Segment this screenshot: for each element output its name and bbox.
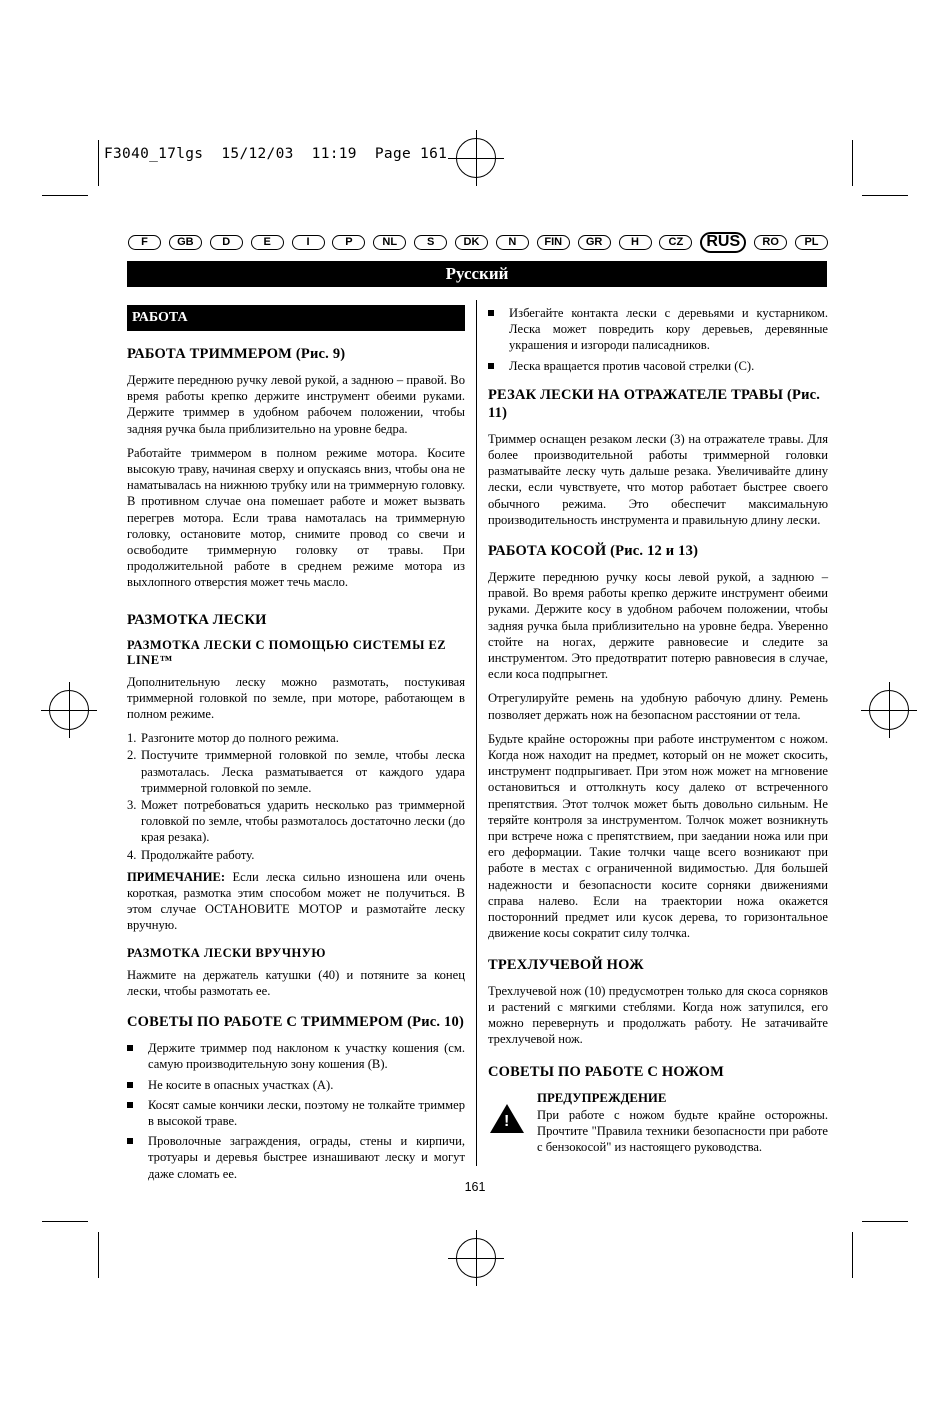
tips-list-continued <box>488 305 828 374</box>
crop-mark <box>42 195 88 196</box>
paragraph: Держите переднюю ручку левой рукой, а заднюю – правой. Во время работы крепко держите инструмент обеими руками. Держите триммер в удобном рабочем положении, чтобы задняя ручка была приблизительно на уровне бедра. <box>127 373 465 436</box>
language-rus-badge: RUS <box>700 232 746 253</box>
language-f-badge: F <box>128 235 161 250</box>
language-h-badge: H <box>619 235 652 250</box>
list-item: Избегайте контакта лески с деревьями и кустарником. Леска может повредить кору деревьев, деревянные украшения и изгороди палисадников. <box>488 305 828 354</box>
language-n-badge: N <box>496 235 529 250</box>
crop-mark <box>862 195 908 196</box>
brush-heading: РАБОТА КОСОЙ (Рис. 12 и 13) <box>488 543 699 560</box>
tips-list <box>127 1040 465 1182</box>
list-item: 2. Постучите триммерной головкой по земле, чтобы леска размоталась. Леска разматывается от каждого удара триммерной головкой по земле. <box>127 748 465 795</box>
blade-heading: ТРЕХЛУЧЕВОЙ НОЖ <box>488 956 644 973</box>
note-text: Если леска сильно изношена или очень короткая, размотка этим способом может не получиться. В этом случае ОСТАНОВИТЕ МОТОР и размотайте леску вручную. <box>127 869 465 933</box>
language-gb-badge: GB <box>169 235 202 250</box>
manual-heading: РАЗМОТКА ЛЕСКИ ВРУЧНУЮ <box>127 945 326 960</box>
language-title: Русский <box>127 261 827 287</box>
paragraph: Нажмите на держатель катушки (40) и потяните за конец лески, чтобы размотать ее. <box>127 967 465 998</box>
language-pl-badge: PL <box>795 235 828 250</box>
warning-text: При работе с ножом будьте крайне осторожны. Прочтите "Правила техники безопасности при работе с бензокосой" из настоящего руководства. <box>537 1107 828 1154</box>
paragraph: Держите переднюю ручку косы левой рукой, а заднюю – правой. Во время работы крепко держите инструмент обеими руками. Держите косу в удобном рабочем положении, чтобы задняя ручка была приблизительно на уровне бедра. Уверенно стойте на ногах, держите равновесие и следите за инструментом. Это предотвратит потерю равновесия в случае, если коса подпрыгнет. <box>488 570 828 682</box>
cutter-heading: РЕЗАК ЛЕСКИ НА ОТРАЖАТЕЛЕ ТРАВЫ (Рис. 11) <box>488 386 821 421</box>
language-nl-badge: NL <box>373 235 406 250</box>
language-e-badge: E <box>251 235 284 250</box>
language-d-badge: D <box>210 235 243 250</box>
steps-list <box>127 730 465 863</box>
page-number: 161 <box>464 1180 486 1194</box>
right-column <box>488 305 828 1163</box>
left-column <box>127 305 465 1188</box>
paragraph: Работайте триммером в полном режиме мотора. Косите высокую траву, начиная сверху и опускаясь вниз, чтобы она не наматывалась на нижнюю трубку или на триммерную головку. В противном случае она помешает работе и может вызвать перегрев мотора. Если трава намоталась на триммерную головку, остановите мотор, снимите провод со свечи и освободите триммерную головку от травы. При продолжительной работе в среднем режиме мотора из выхлопного отверстия может течь масло. <box>127 445 465 590</box>
crop-mark <box>98 1232 99 1278</box>
section-title: РАБОТА <box>127 305 465 331</box>
language-p-badge: P <box>332 235 365 250</box>
paragraph: Отрегулируйте ремень на удобную рабочую длину. Ремень позволяет держать нож на безопасном расстоянии от тела. <box>488 691 828 722</box>
print-header: F3040_17lgs 15/12/03 11:19 Page 161 <box>104 146 448 162</box>
list-item: Проволочные заграждения, ограды, стены и кирпичи, тротуары и деревья быстрее изнашивают леску и могут даже сломать ее. <box>127 1133 465 1182</box>
list-item: 4. Продолжайте работу. <box>127 847 255 862</box>
crop-mark <box>852 140 853 186</box>
list-item: Держите триммер под наклоном к участку кошения (см. самую производительную зону кошения (B). <box>127 1040 465 1072</box>
paragraph: Трехлучевой нож (10) предусмотрен только для скоса сорняков и растений с мягкими стеблями. Когда нож затупился, его можно перевернуть и продолжать работу. Не затачивайте трехлучевой нож. <box>488 983 828 1047</box>
crop-mark <box>852 1232 853 1278</box>
warning-title: ПРЕДУПРЕЖДЕНИЕ <box>537 1091 667 1106</box>
warning-block <box>488 1090 828 1155</box>
note <box>127 869 465 934</box>
tips-heading: СОВЕТЫ ПО РАБОТЕ С ТРИММЕРОМ (Рис. 10) <box>127 1014 464 1031</box>
language-ro-badge: RO <box>754 235 787 250</box>
note-label: ПРИМЕЧАНИЕ: <box>127 869 226 884</box>
paragraph: Триммер оснащен резаком лески (3) на отражателе травы. Для более производительной работы триммерной головки разматывайте леску чуть дальше резака. Увеличивайте длину лески, если чувствуете, что мотор работает быстрее своего обычного режима. Это обеспечит максимальную производительность инструмента и правильную длину лески. <box>488 431 828 527</box>
registration-mark-icon <box>49 690 89 730</box>
paragraph: Будьте крайне осторожны при работе инструментом с ножом. Когда нож находит на предмет, который он не может скосить, инструмент подпрыгивает. При этом нож может на мгновение остановиться и оттолкнуть косу далеко от встреченного препятствия. Этот толчок может быть довольно сильным. Не теряйте контроля за инструментом. Толчок может возникнуть при встрече ножа с препятствием, при заедании ножа или при его деформации. Такие толчки чаще всего возникают при работе в местах с ограниченной видимостью. Для большей надежности и безопасности косите сорняки движениями справа налево. Если на траектории ножа окажется посторонний предмет или кусок дерева, то горизонтальное движение косы сократит силу толчка. <box>488 731 828 941</box>
registration-mark-icon <box>456 138 496 178</box>
ezline-heading: РАЗМОТКА ЛЕСКИ С ПОМОЩЬЮ СИСТЕМЫ EZ LINE™ <box>127 637 447 667</box>
language-cz-badge: CZ <box>659 235 692 250</box>
feed-heading: РАЗМОТКА ЛЕСКИ <box>127 611 267 628</box>
registration-mark-icon <box>869 690 909 730</box>
list-item: Косят самые кончики лески, поэтому не толкайте триммер в высокой траве. <box>127 1097 465 1129</box>
crop-mark <box>98 140 99 186</box>
language-selector <box>128 231 828 253</box>
language-fin-badge: FIN <box>537 235 570 250</box>
knife-heading: СОВЕТЫ ПО РАБОТЕ С НОЖОМ <box>488 1064 725 1081</box>
list-item: Леска вращается против часовой стрелки (C). <box>488 358 828 374</box>
list-item: 1. Разгоните мотор до полного режима. <box>127 731 339 746</box>
registration-mark-icon <box>456 1238 496 1278</box>
paragraph: Дополнительную леску можно размотать, постукивая триммерной головкой по земле, при моторе, работающем в полном режиме. <box>127 674 465 722</box>
list-item: Не косите в опасных участках (A). <box>127 1077 465 1093</box>
trimmer-heading: РАБОТА ТРИММЕРОМ (Рис. 9) <box>127 346 346 362</box>
crop-mark <box>42 1221 88 1222</box>
language-i-badge: I <box>292 235 325 250</box>
exclamation-icon: ! <box>504 1113 510 1131</box>
language-gr-badge: GR <box>578 235 611 250</box>
crop-mark <box>862 1221 908 1222</box>
list-item: 3. Может потребоваться ударить несколько раз триммерной головкой по земле, чтобы размоталось достаточно лески (до края резака). <box>127 798 465 845</box>
column-divider <box>476 300 477 1166</box>
language-dk-badge: DK <box>455 235 488 250</box>
language-s-badge: S <box>414 235 447 250</box>
